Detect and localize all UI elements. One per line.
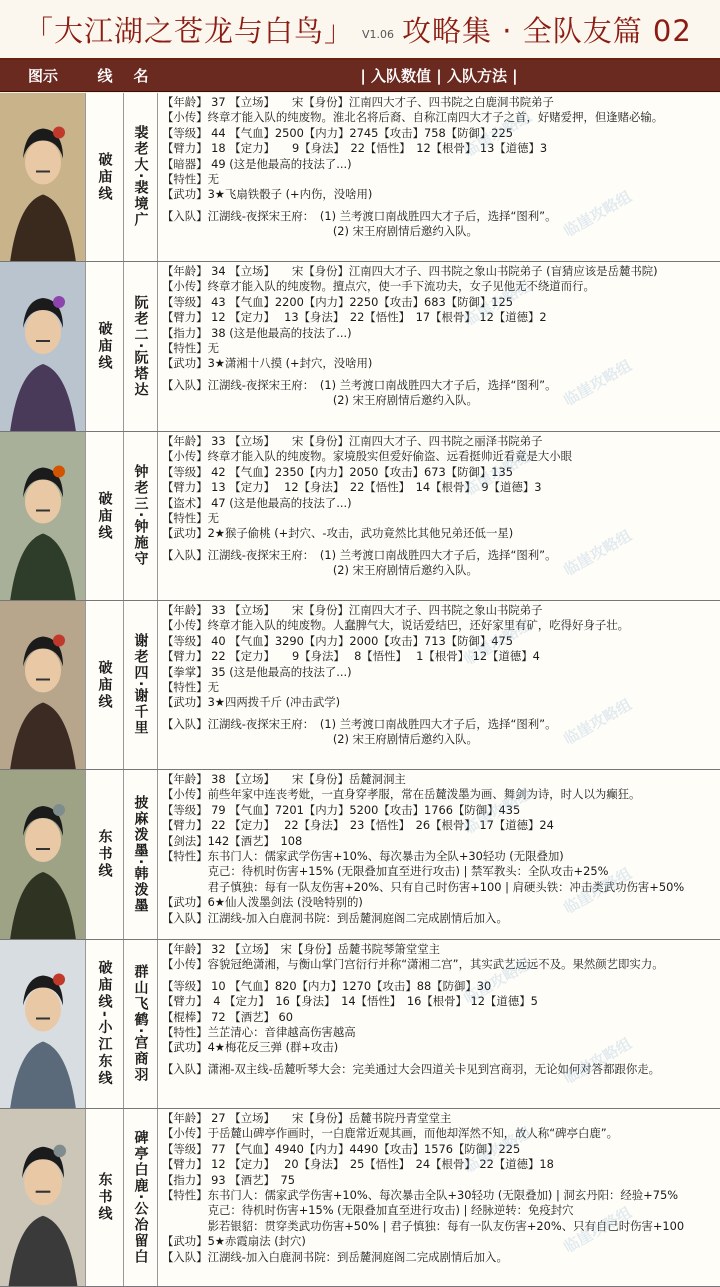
info-line: 【武功】3★飞扇铁骰子 (+内伤，没啥用) <box>162 187 373 202</box>
info-line: 【棍棒】 72 【酒艺】 60 <box>162 1009 293 1024</box>
watermark-text: 临崖攻略组 <box>560 695 635 749</box>
info-line: 【小传】容貌冠绝潇湘，与衡山掌门宫衍行并称“潇湘二宫”，其实武艺远远不及。果然颜艺即实力。 <box>162 957 664 972</box>
route-label: 东书线 <box>86 770 124 939</box>
info-line: (2) 宋王府剧情后邀约入队。 <box>162 732 478 747</box>
header-info: | 入队数值 | 入队方法 | <box>360 67 518 85</box>
info-line: (2) 宋王府剧情后邀约入队。 <box>162 393 478 408</box>
info-line: 【武功】5★赤霞扇法 (封穴) <box>162 1234 306 1249</box>
info-line: 【武功】6★仙人泼墨剑法 (没啥特别的) <box>162 895 363 910</box>
watermark-text: 临崖攻略组 <box>560 864 635 918</box>
watermark-text: 临崖攻略组 <box>560 1203 635 1257</box>
character-name: 阮老二·阮塔达 <box>124 262 158 431</box>
info-line: 【武功】3★四两拨千斤 (冲击武学) <box>162 695 341 710</box>
info-line: 【臂力】 22 【定力】 9【身法】 8【悟性】 1【根骨】 12【道德】4 <box>162 649 540 664</box>
info-line: 【特性】无 <box>162 172 219 187</box>
info-line: 【小传】终章才能入队的纯废物。淮北名将后裔、自称江南四大才子之首，好赌爱押，但逢赌必输。 <box>162 110 664 125</box>
info-line: 【武功】3★潇湘十八摸 (+封穴，没啥用) <box>162 356 373 371</box>
table-row <box>0 1109 720 1287</box>
watermark-text: 临崖攻略组 <box>460 784 535 838</box>
character-portrait <box>0 262 86 431</box>
info-line: 【等级】 42 【气血】2350【内力】2050【攻击】673【防御】135 <box>162 464 514 479</box>
character-info <box>158 93 720 261</box>
info-line: 【小传】于岳麓山碑亭作画时，一白鹿常近观其画，而他却浑然不知，故人称“碑亭白鹿”。 <box>162 1126 619 1141</box>
info-line: 【入队】潇湘-双主线-岳麓听琴大会：完美通过大会四道关卡见到宫商羽，无论如何对答都跟你走。 <box>162 1061 661 1076</box>
table-row <box>0 770 720 940</box>
info-line: 【年龄】 34 【立场】 宋【身份】江南四大才子、四书院之象山书院弟子 (盲猜应该是岳麓书院) <box>162 264 658 278</box>
info-line: 【小传】前些年家中连丧考妣，一直身穿孝服，常在岳麓泼墨为画、舞剑为诗，时人以为癫狂。 <box>162 787 641 802</box>
page-subtitle: 攻略集 · 全队友篇 02 <box>402 13 692 48</box>
info-line: 【指力】 38 (这是他最高的技法了...) <box>162 325 352 340</box>
info-line: 【臂力】 13 【定力】 12【身法】 22【悟性】 14【根骨】 9【道德】3 <box>162 480 542 495</box>
info-line: 【年龄】 32 【立场】 宋【身份】岳麓书院琴箫堂堂主 <box>162 942 441 956</box>
page-title: 「大江湖之苍龙与白鸟」 <box>24 13 355 48</box>
info-line: 【特性】无 <box>162 511 219 526</box>
table-row <box>0 262 720 432</box>
info-line: 【武功】2★猴子偷桃 (+封穴、-攻击，武功竟然比其他兄弟还低一星) <box>162 526 514 541</box>
info-line: 【臂力】 12 【定力】 20【身法】 25【悟性】 24【根骨】 22【道德】18 <box>162 1157 554 1172</box>
character-info <box>158 262 720 431</box>
header-name: 名 <box>133 67 149 85</box>
info-line: 【小传】终章才能入队的纯废物。人蠢脾气大，说话爱结巴，还好家里有矿，吃得好身子壮。 <box>162 618 630 633</box>
watermark-text: 临崖攻略组 <box>460 954 535 1008</box>
info-line: 君子慎独：每有一队友伤害+20%、只有自己时伤害+100 | 肩硬头铁：冲击类武功伤害+50% <box>162 879 685 894</box>
watermark-text: 临崖攻略组 <box>560 187 635 241</box>
info-line: 【特性】兰芷清心：音律越高伤害越高 <box>162 1025 356 1040</box>
info-line: 克己：待机时伤害+15% (无限叠加直至进行攻击) | 禁军教头：全队攻击+25% <box>162 864 609 879</box>
table-header <box>0 60 720 92</box>
info-line: 【臂力】 4 【定力】 16【身法】 14【悟性】 16【根骨】 12【道德】5 <box>162 994 538 1009</box>
info-line: 【臂力】 18 【定力】 9【身法】 22【悟性】 12【根骨】 13【道德】3 <box>162 141 548 156</box>
character-name: 钟老三·钟施守 <box>124 432 158 600</box>
version-label: V1.06 <box>362 27 395 41</box>
info-line: 【等级】 77 【气血】4940【内力】4490【攻击】1576【防御】225 <box>162 1141 521 1156</box>
info-line: 克己：待机时伤害+15% (无限叠加直至进行攻击) | 经脉逆转：免疫封穴 <box>162 1203 574 1218</box>
info-line: (2) 宋王府剧情后邀约入队。 <box>162 224 478 239</box>
character-info <box>158 770 720 939</box>
route-label: 破庙线 <box>86 432 124 600</box>
route-label: 破庙线-小江东线 <box>86 940 124 1108</box>
table-row <box>0 601 720 770</box>
info-line: 【臂力】 22 【定力】 22【身法】 23【悟性】 26【根骨】 17【道德】24 <box>162 818 554 833</box>
character-name: 碑亭白鹿·公冶留白 <box>124 1109 158 1286</box>
watermark-text: 临崖攻略组 <box>460 276 535 330</box>
info-line: 【入队】江湖线-夜探宋王府： (1) 兰考渡口南战胜四大才子后，选择“图利”。 <box>162 716 557 731</box>
character-name: 披麻泼墨·韩泼墨 <box>124 770 158 939</box>
character-info <box>158 432 720 600</box>
character-portrait <box>0 940 86 1108</box>
character-info <box>158 1109 720 1286</box>
watermark-text: 临崖攻略组 <box>560 356 635 410</box>
header-route: 线 <box>97 67 113 85</box>
info-line: 【盗术】 47 (这是他最高的技法了...) <box>162 495 352 510</box>
character-portrait <box>0 770 86 939</box>
info-line: 【等级】 44 【气血】2500【内力】2745【攻击】758【防御】225 <box>162 125 514 140</box>
info-line: 【特性】无 <box>162 341 219 356</box>
info-line: 【特性】东书门人：儒家武学伤害+10%、每次暴击为全队+30轻功 (无限叠加) <box>162 849 564 864</box>
table-row <box>0 93 720 262</box>
character-info <box>158 601 720 769</box>
info-line: 【小传】终章才能入队的纯废物。家境殷实但爱好偷盗、远看挺帅近看竟是大小眼 <box>162 449 573 464</box>
watermark-text: 临崖攻略组 <box>460 1123 535 1177</box>
info-line: 【年龄】 38 【立场】 宋【身份】岳麓洞洞主 <box>162 772 406 786</box>
watermark-text: 临崖攻略组 <box>560 1034 635 1088</box>
route-label: 破庙线 <box>86 93 124 261</box>
info-line: (2) 宋王府剧情后邀约入队。 <box>162 563 478 578</box>
route-label: 破庙线 <box>86 601 124 769</box>
character-name: 群山飞鹤·宫商羽 <box>124 940 158 1108</box>
info-line: 【特性】东书门人：儒家武学伤害+10%、每次暴击全队+30轻功 (无限叠加) | 洞玄丹阳：经验+75% <box>162 1188 679 1203</box>
character-portrait <box>0 432 86 600</box>
info-line: 【入队】江湖线-夜探宋王府： (1) 兰考渡口南战胜四大才子后，选择“图利”。 <box>162 547 557 562</box>
character-portrait <box>0 1109 86 1286</box>
info-line: 【等级】 79 【气血】7201【内力】5200【攻击】1766【防御】435 <box>162 802 521 817</box>
info-line: 影若银貂：贯穿类武功伤害+50% | 君子慎独：每有一队友伤害+20%、只有自己时伤害+100 <box>162 1218 685 1233</box>
info-line: 【拳掌】 35 (这是他最高的技法了...) <box>162 664 352 679</box>
info-line: 【指力】 93 【酒艺】 75 <box>162 1172 296 1187</box>
route-label: 破庙线 <box>86 262 124 431</box>
table-row <box>0 940 720 1109</box>
watermark-text: 临崖攻略组 <box>460 107 535 161</box>
character-name: 谢老四·谢千里 <box>124 601 158 769</box>
character-name: 裴老大·裴境广 <box>124 93 158 261</box>
info-line: 【小传】终章才能入队的纯废物。擅点穴，使一手下流功夫，女子见他无不绕道而行。 <box>162 279 595 294</box>
info-line: 【入队】江湖线-夜探宋王府： (1) 兰考渡口南战胜四大才子后，选择“图利”。 <box>162 208 557 223</box>
watermark-text: 临崖攻略组 <box>460 615 535 669</box>
character-info <box>158 940 720 1108</box>
character-portrait <box>0 601 86 769</box>
info-line: 【入队】江湖线-加入白鹿洞书院：到岳麓洞庭阁二完成剧情后加入。 <box>162 1249 508 1264</box>
info-line: 【臂力】 12 【定力】 13【身法】 22【悟性】 17【根骨】 12【道德】2 <box>162 310 547 325</box>
title-bar <box>0 0 720 60</box>
watermark-text: 临崖攻略组 <box>560 526 635 580</box>
info-line: 【等级】 10 【气血】820【内力】1270【攻击】88【防御】30 <box>162 978 492 993</box>
info-line: 【剑法】142【酒艺】 108 <box>162 833 303 848</box>
info-line: 【入队】江湖线-加入白鹿洞书院：到岳麓洞庭阁二完成剧情后加入。 <box>162 910 508 925</box>
character-portrait <box>0 93 86 261</box>
header-portrait: 图示 <box>27 67 58 85</box>
info-line: 【等级】 43 【气血】2200【内力】2250【攻击】683【防御】125 <box>162 294 514 309</box>
watermark-text: 临崖攻略组 <box>460 446 535 500</box>
route-label: 东书线 <box>86 1109 124 1286</box>
info-line: 【年龄】 33 【立场】 宋【身份】江南四大才子、四书院之象山书院弟子 <box>162 603 543 617</box>
info-line: 【武功】4★梅花反三弹 (群+攻击) <box>162 1040 339 1055</box>
info-line: 【年龄】 27 【立场】 宋【身份】岳麓书院丹青堂堂主 <box>162 1111 452 1125</box>
info-line: 【暗器】 49 (这是他最高的技法了...) <box>162 156 352 171</box>
info-line: 【年龄】 37 【立场】 宋【身份】江南四大才子、四书院之白鹿洞书院弟子 <box>162 95 554 109</box>
info-line: 【等级】 40 【气血】3290【内力】2000【攻击】713【防御】475 <box>162 633 514 648</box>
info-line: 【入队】江湖线-夜探宋王府： (1) 兰考渡口南战胜四大才子后，选择“图利”。 <box>162 377 557 392</box>
info-line: 【特性】无 <box>162 680 219 695</box>
info-line: 【年龄】 33 【立场】 宋【身份】江南四大才子、四书院之丽泽书院弟子 <box>162 434 543 448</box>
table-row <box>0 432 720 601</box>
